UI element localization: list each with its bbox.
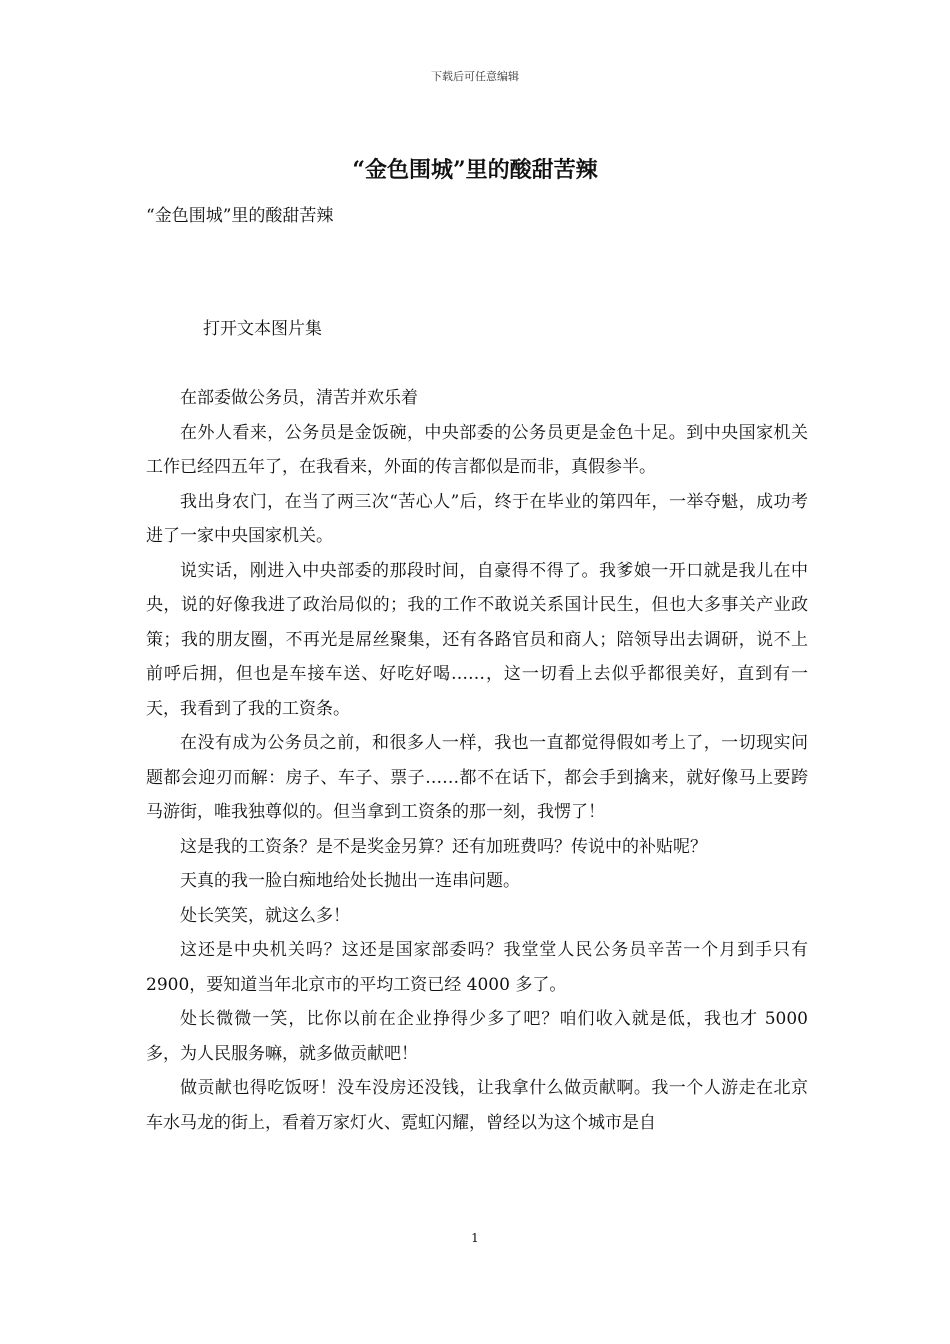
- paragraph: 在部委做公务员，清苦并欢乐着: [180, 388, 418, 408]
- paragraph: 这还是中央机关吗？这还是国家部委吗？我堂堂人民公务员辛苦一个月到手只有 2900，要知道当年北京市的平均工资已经 4000 多了。: [146, 940, 808, 995]
- paragraph: 在没有成为公务员之前，和很多人一样，我也一直都觉得假如考上了，一切现实问题都会迎刃而解：房子、车子、票子……都不在话下，都会手到擒来，就好像马上要跨马游街，唯我独尊似的。但当拿到工资条的那一刻，我愣了！: [146, 733, 808, 822]
- paragraph: 这是我的工资条？是不是奖金另算？还有加班费吗？传说中的补贴呢？: [180, 836, 707, 857]
- paragraph: 处长笑笑，就这么多！: [180, 905, 350, 926]
- article-body: [146, 381, 808, 1140]
- paragraph: 说实话，刚进入中央部委的那段时间，自豪得不得了。我爹娘一开口就是我儿在中央，说的好像我进了政治局似的；我的工作不敢说关系国计民生，但也大多事关产业政策；我的朋友圈，不再光是屌丝聚集，还有各路官员和商人；陪领导出去调研，说不上前呼后拥，但也是车接车送、好吃好喝……，这一切看上去似乎都很美好，直到有一天，我看到了我的工资条。: [146, 560, 808, 719]
- document-title: “金色围城”里的酸甜苦辣: [352, 157, 598, 183]
- paragraph: 处长微微一笑，比你以前在企业挣得少多了吧？咱们收入就是低，我也才 5000 多，为人民服务嘛，就多做贡献吧！: [146, 1009, 808, 1064]
- open-image-gallery-link[interactable]: 打开文本图片集: [203, 319, 322, 339]
- page-header-note: 下载后可任意编辑: [431, 70, 519, 83]
- paragraph: 天真的我一脸白痴地给处长抛出一连串问题。: [180, 871, 520, 891]
- paragraph: 在外人看来，公务员是金饭碗，中央部委的公务员更是金色十足。到中央国家机关工作已经四五年了，在我看来，外面的传言都似是而非，真假参半。: [146, 422, 808, 477]
- page-number: 1: [471, 1231, 479, 1245]
- document-subtitle: “金色围城”里的酸甜苦辣: [146, 206, 334, 226]
- paragraph: 我出身农门，在当了两三次“苦心人”后，终于在毕业的第四年，一举夺魁，成功考进了一家中央国家机关。: [146, 491, 808, 546]
- paragraph: 做贡献也得吃饭呀！没车没房还没钱，让我拿什么做贡献啊。我一个人游走在北京车水马龙的街上，看着万家灯火、霓虹闪耀，曾经以为这个城市是自: [146, 1078, 808, 1133]
